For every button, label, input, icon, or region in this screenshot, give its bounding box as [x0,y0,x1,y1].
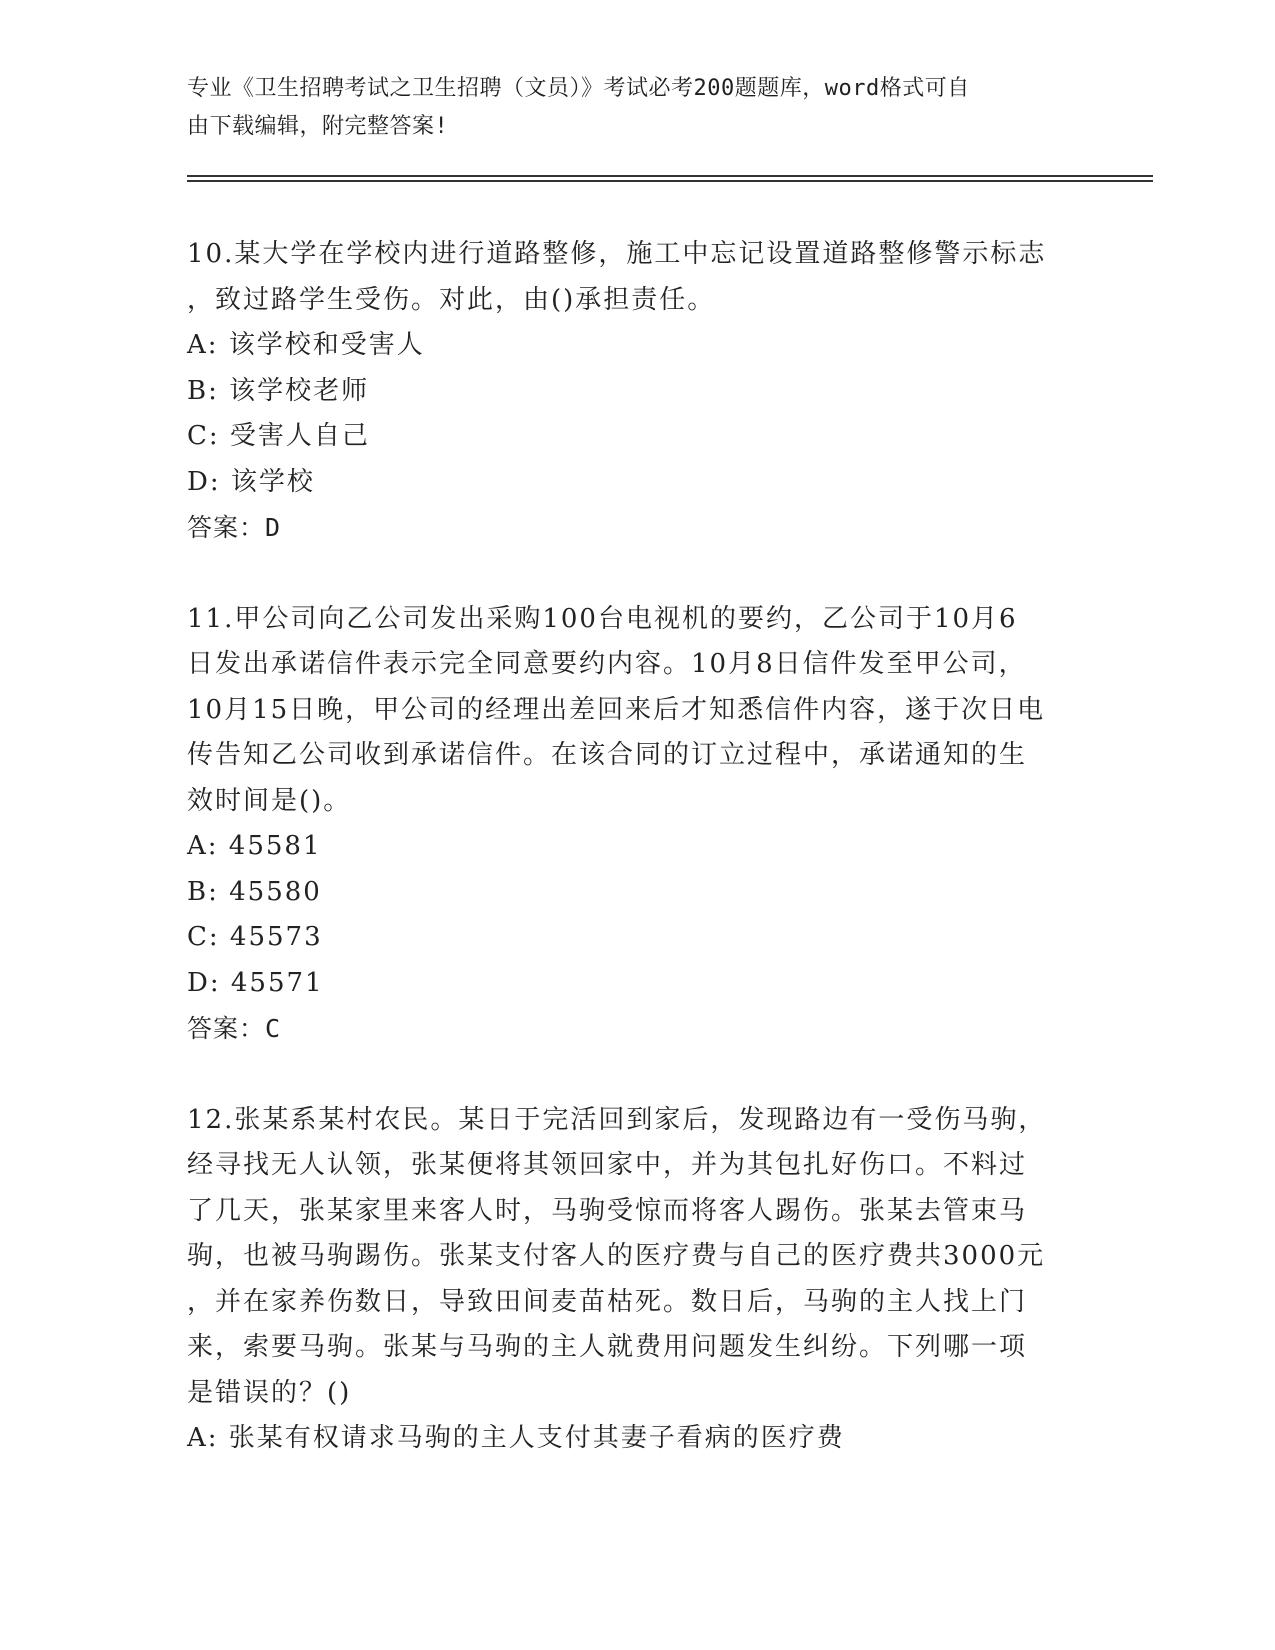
question-text-line: 传告知乙公司收到承诺信件。在该合同的订立过程中，承诺通知的生 [187,740,1028,770]
option-b: B: 45580 [187,876,322,907]
header-line-1: 专业《卫生招聘考试之卫生招聘（文员）》考试必考200题题库，word格式可自 [187,76,970,101]
question-text-line: ，致过路学生受伤。对此，由()承担责任。 [187,284,716,315]
question-text-line: 12.张某系某村农民。某日于完活回到家后，发现路边有一受伤马驹， [187,1104,1047,1135]
option-a: A: 张某有权请求马驹的主人支付其妻子看病的医疗费 [187,1423,845,1453]
answer: 答案：D [187,513,282,542]
option-d: D: 45571 [187,967,324,998]
question-spacer [187,1052,1087,1098]
question-text-line: 经寻找无人认领，张某便将其领回家中，并为其包扎好伤口。不料过 [187,1150,1028,1180]
question-12 [187,1098,1087,1462]
question-text-line: 了几天，张某家里来客人时，马驹受惊而将客人踢伤。张某去管束马 [187,1195,1028,1226]
question-spacer [187,551,1087,597]
question-text-line: 来，索要马驹。张某与马驹的主人就费用问题发生纠纷。下列哪一项 [187,1332,1028,1362]
option-d: D: 该学校 [187,466,315,497]
question-10 [187,232,1087,551]
question-text-line: 11.甲公司向乙公司发出采购100台电视机的要约，乙公司于10月6 [187,603,1018,634]
header-divider-top [187,175,1153,177]
option-b: B: 该学校老师 [187,375,370,406]
header-divider-bottom [187,180,1153,182]
question-text-line: 日发出承诺信件表示完全同意要约内容。10月8日信件发至甲公司， [187,649,1027,679]
option-a: A: 45581 [187,831,322,861]
question-text-line: 驹，也被马驹踢伤。张某支付客人的医疗费与自己的医疗费共3000元 [187,1241,1046,1271]
question-text-line: 10.某大学在学校内进行道路整修，施工中忘记设置道路整修警示标志 [187,239,1047,269]
question-11 [187,597,1087,1052]
option-c: C: 45573 [187,922,323,952]
document-header [187,70,1087,146]
question-text-line: ，并在家养伤数日，导致田间麦苗枯死。数日后，马驹的主人找上门 [187,1286,1028,1317]
question-text-line: 10月15日晚，甲公司的经理出差回来后才知悉信件内容，遂于次日电 [187,694,1046,725]
option-c: C: 受害人自己 [187,421,370,451]
answer: 答案：C [187,1014,282,1043]
question-text-line: 是错误的？() [187,1377,352,1408]
question-text-line: 效时间是()。 [187,785,352,816]
option-a: A: 该学校和受害人 [187,330,425,360]
header-line-2: 由下载编辑，附完整答案! [187,114,449,139]
question-list [187,232,1087,1462]
